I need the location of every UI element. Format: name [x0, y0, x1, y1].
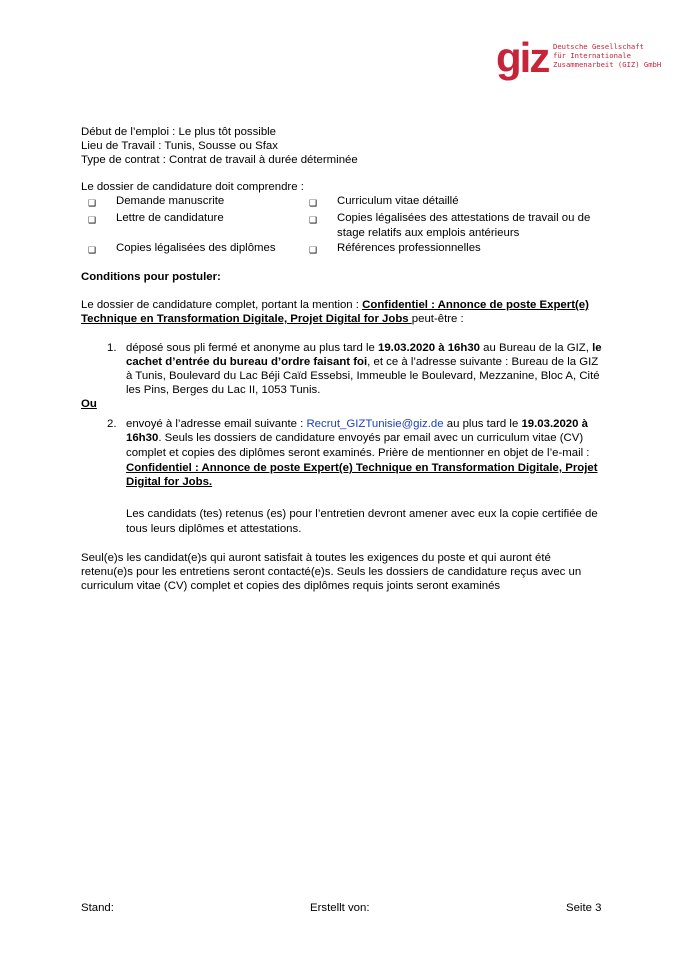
- conditions-heading: Conditions pour postuler:: [81, 271, 221, 283]
- item1-line3: à Tunis, Boulevard du Lac Béji Caïd Essebsi, Immeuble le Boulevard, Mezzanine, Bloc A, Cité: [126, 370, 600, 382]
- item2-text: . Seuls les dossiers de candidature envoyés par email avec un curriculum vitae (CV): [158, 432, 584, 444]
- email-subject: Confidentiel : Annonce de poste Expert(e) Technique en Transformation Digitale, Projet: [126, 462, 598, 474]
- item1-bold: le: [592, 342, 602, 354]
- paragraph-text: peut-être :: [411, 313, 464, 325]
- dossier-heading: Le dossier de candidature doit comprendre :: [81, 181, 304, 193]
- item1-line1: [126, 341, 602, 355]
- list-item: Demande manuscrite: [116, 195, 225, 207]
- closing-line1: Seul(e)s les candidat(e)s qui auront satisfait à toutes les exigences du poste et qui auront été: [81, 552, 551, 564]
- item2-deadline: 16h30: [126, 432, 159, 444]
- item1-text: , et ce à l’adresse suivante : Bureau de la GIZ: [367, 356, 599, 368]
- list-item-continuation: stage relatifs aux emplois antérieurs: [337, 227, 520, 239]
- paragraph-text: Le dossier de candidature complet, portant la mention :: [81, 299, 363, 311]
- item1-text: au Bureau de la GIZ,: [480, 342, 593, 354]
- list-number: 1.: [107, 342, 117, 354]
- contract-type-line: Type de contrat : Contrat de travail à durée déterminée: [81, 154, 358, 166]
- item2-line1: [126, 417, 588, 431]
- email-subject-line2: Digital for Jobs.: [126, 476, 213, 488]
- mention-text: Technique en Transformation Digitale, Projet Digital for Jobs: [81, 313, 412, 325]
- item1-deadline: 19.03.2020 à 16h30: [378, 342, 480, 354]
- item2-line2: [126, 431, 583, 445]
- footer-stand: Stand:: [81, 902, 114, 914]
- item2-text: envoyé à l’adresse email suivante :: [126, 418, 307, 430]
- checkbox-bullet-icon: ❑: [88, 215, 97, 225]
- item1-bold: cachet d’entrée du bureau d’ordre faisant foi: [126, 356, 368, 368]
- item1-line4: les Pins, Berges du Lac II, 1053 Tunis.: [126, 384, 321, 396]
- checkbox-bullet-icon: ❑: [309, 245, 318, 255]
- footer-erstellt: Erstellt von:: [310, 902, 370, 914]
- conditions-paragraph: [81, 298, 589, 312]
- checkbox-bullet-icon: ❑: [88, 245, 97, 255]
- list-item: Lettre de candidature: [116, 212, 224, 224]
- list-item: Copies légalisées des diplômes: [116, 242, 276, 254]
- checkbox-bullet-icon: ❑: [309, 215, 318, 225]
- note-line1: Les candidats (tes) retenus (es) pour l’entretien devront amener avec eux la copie certifiée de: [126, 508, 598, 520]
- start-date-line: Début de l’emploi : Le plus tôt possible: [81, 126, 277, 138]
- conditions-paragraph-line2: [81, 312, 464, 326]
- logo-text-line: für Internationale: [553, 51, 631, 60]
- page-number: Seite 3: [566, 902, 602, 914]
- logo-text-line: Deutsche Gesellschaft: [553, 42, 644, 51]
- giz-logo-text: [553, 42, 661, 69]
- workplace-line: Lieu de Travail : Tunis, Sousse ou Sfax: [81, 140, 278, 152]
- closing-line3: curriculum vitae (CV) complet et copies des diplômes requis joints seront examinés: [81, 580, 501, 592]
- item2-text: au plus tard le: [443, 418, 522, 430]
- checkbox-bullet-icon: ❑: [309, 198, 318, 208]
- item1-text: déposé sous pli fermé et anonyme au plus tard le: [126, 342, 379, 354]
- ou-separator: Ou: [81, 398, 97, 410]
- mention-text: Confidentiel : Annonce de poste Expert(e): [362, 299, 589, 311]
- list-item: Curriculum vitae détaillé: [337, 195, 459, 207]
- checkbox-bullet-icon: ❑: [88, 198, 97, 208]
- email-link[interactable]: Recrut_GIZTunisie@giz.de: [306, 418, 444, 430]
- list-number: 2.: [107, 418, 117, 430]
- note-line2: tous leurs diplômes et attestations.: [126, 523, 302, 535]
- logo-text-line: Zusammenarbeit (GIZ) GmbH: [553, 60, 662, 69]
- closing-line2: retenu(e)s pour les entretiens seront contacté(e)s. Seuls les dossiers de candidature reçus avec un: [81, 566, 582, 578]
- item2-deadline: 19.03.2020 à: [521, 418, 588, 430]
- list-item: Copies légalisées des attestations de travail ou de: [337, 212, 591, 224]
- giz-logo-mark: giz: [496, 34, 549, 81]
- list-item: Références professionnelles: [337, 242, 481, 254]
- item2-line3: complet et copies des diplômes seront examinés. Prière de mentionner en objet de l’e-mail :: [126, 447, 590, 459]
- item1-line2: [126, 355, 598, 369]
